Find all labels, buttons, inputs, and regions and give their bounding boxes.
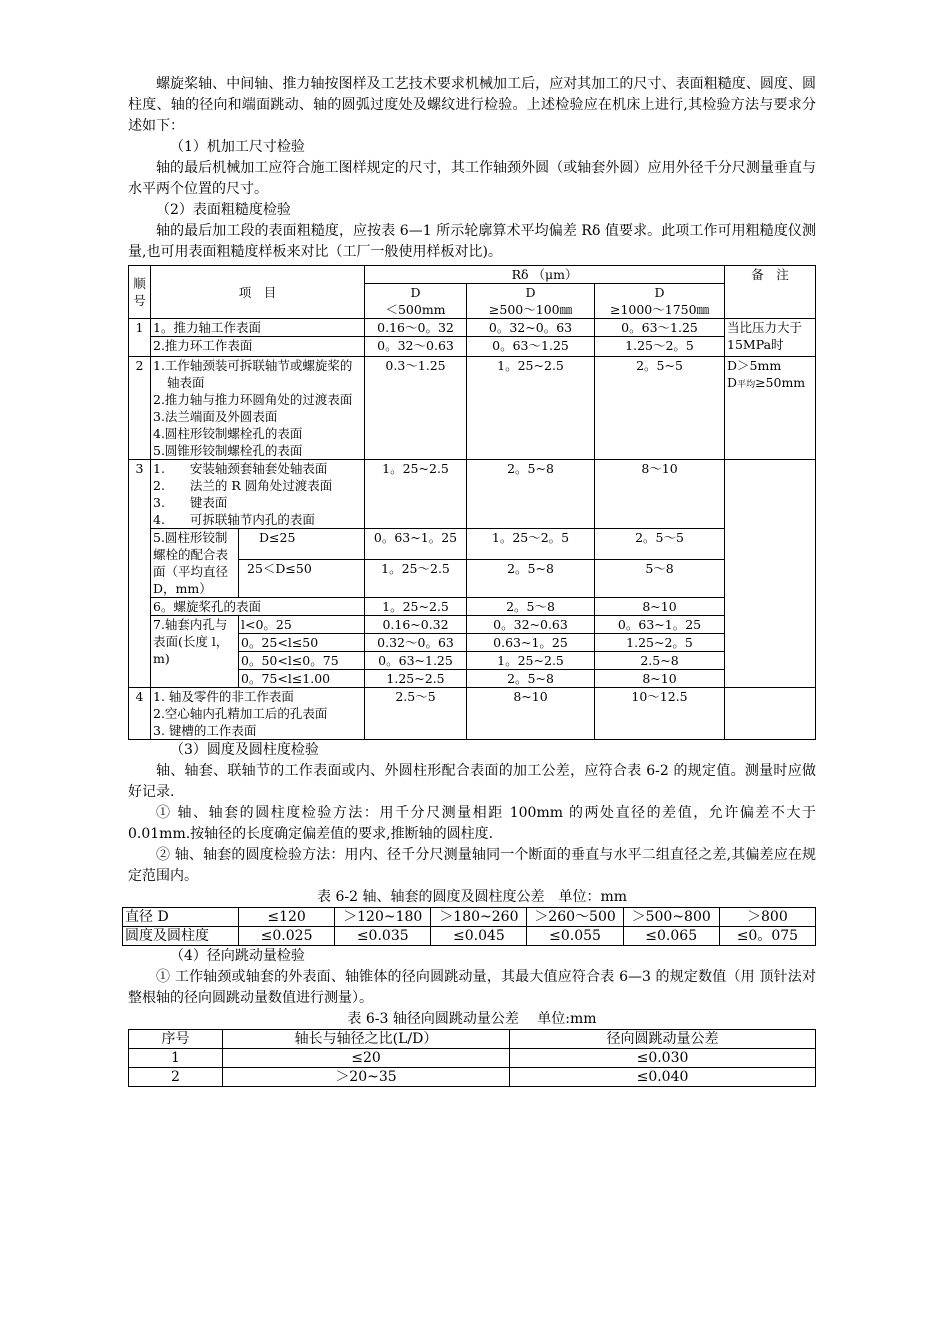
value-cell: 0。32~0.63: [467, 616, 595, 634]
header-d3: D ≥1000～1750㎜: [595, 284, 725, 319]
value-cell: 1.25~2。5: [595, 634, 725, 652]
header-item: 项 目: [151, 266, 365, 319]
value-cell: 1。25~2.5: [365, 598, 467, 616]
ratio-cell: ＞20~35: [223, 1068, 510, 1087]
value-cell: 0。63~1。25: [595, 616, 725, 634]
item-cell: 1。推力轴工作表面: [151, 319, 365, 337]
value-cell: 10～12.5: [595, 688, 725, 740]
header-cell: ≤120: [239, 908, 335, 927]
item-cell: 2.推力环工作表面: [151, 337, 365, 357]
cond-cell: l<0。25: [239, 616, 365, 634]
value-cell: 0.32～0。63: [365, 634, 467, 652]
header-cell: ＞500~800: [623, 908, 719, 927]
cond-cell: 0。50<l≤0。75: [239, 652, 365, 670]
section3-method1: ① 轴、轴套的圆柱度检验方法：用千分尺测量相距 100mm 的两处直径的差值，允许偏差不大于 0.01mm.按轴径的长度确定偏差值的要求,推断轴的圆柱度.: [128, 805, 816, 842]
section2-text: 轴的最后加工段的表面粗糙度，应按表 6—1 所示轮廓算术平均偏差 Rδ 值要求。此项工作可用粗糙度仪测量,也可用表面粗糙度样板来对比（工厂一般使用样板对比)。: [128, 223, 816, 260]
section1-text: 轴的最后机械加工应符合施工图样规定的尺寸，其工作轴颈外圆（或轴套外圆）应用外径千分尺测量垂直与水平两个位置的尺寸。: [128, 160, 816, 197]
value-cell: ≤0.065: [623, 927, 719, 946]
row-no: 3: [129, 460, 151, 688]
header-ra: Rδ （μm）: [365, 266, 725, 284]
section2-title: （2）表面粗糙度检验: [156, 202, 291, 218]
section4-title: （4）径向跳动量检验: [170, 948, 305, 964]
header-note: 备 注: [725, 266, 816, 319]
note-cell: [725, 688, 816, 740]
header-cell: ＞120~180: [335, 908, 431, 927]
tol-cell: ≤0.030: [510, 1049, 816, 1068]
value-cell: 2.5~8: [595, 652, 725, 670]
cond-cell: D≤25: [239, 529, 365, 560]
list-item: 1.工作轴颈装可拆联轴节或螺旋桨的轴表面: [153, 358, 353, 390]
row-header: 直径 D: [123, 908, 239, 927]
header-cell: 轴长与轴径之比(L/D）: [223, 1030, 510, 1049]
value-cell: 8~10: [595, 598, 725, 616]
section4-text: ① 工作轴颈或轴套的外表面、轴锥体的径向圆跳动量，其最大值应符合表 6—3 的规定数值（用 顶针法对整根轴的径向圆跳动量数值进行测量）。: [128, 969, 816, 1006]
value-cell: 1。25～2.5: [365, 560, 467, 598]
table-row: [129, 1049, 816, 1068]
value-cell: 0.16～0。32: [365, 319, 467, 337]
note-cell: [725, 460, 816, 688]
header-cell: ＞180~260: [431, 908, 527, 927]
value-cell: 5～8: [595, 560, 725, 598]
list-item: 3.法兰端面及外圆表面: [153, 409, 278, 424]
list-item: 4.圆柱形铰制螺栓孔的表面: [153, 426, 303, 441]
value-cell: 0。63～1.25: [595, 319, 725, 337]
list-item: 5.圆锥形铰制螺栓孔的表面: [153, 443, 303, 458]
row-no: 4: [129, 688, 151, 740]
value-cell: 2。5～5: [595, 529, 725, 560]
value-cell: ≤0.025: [239, 927, 335, 946]
row-header: 圆度及圆柱度: [123, 927, 239, 946]
value-cell: ≤0.035: [335, 927, 431, 946]
value-cell: ≤0.055: [527, 927, 623, 946]
value-cell: ≤0.045: [431, 927, 527, 946]
value-cell: 2。5~8: [467, 460, 595, 529]
value-cell: 0.63~1。25: [467, 634, 595, 652]
value-cell: 1.25～2。5: [595, 337, 725, 357]
list-item: 1. 轴及零件的非工作表面: [153, 689, 294, 704]
runout-table: [128, 1029, 816, 1087]
header-no: 顺号: [129, 266, 151, 319]
value-cell: 2。5~8: [467, 670, 595, 688]
section3-text: 轴、轴套、联轴节的工作表面或内、外圆柱形配合表面的加工公差，应符合表 6-2 的规定值。测量时应做好记录.: [128, 763, 816, 800]
header-d1: D ＜500mm: [365, 284, 467, 319]
value-cell: 0。32～0.63: [365, 337, 467, 357]
value-cell: 0.3～1.25: [365, 357, 467, 460]
ratio-cell: ≤20: [223, 1049, 510, 1068]
value-cell: 2。5~5: [595, 357, 725, 460]
cond-cell: 0。75<l≤1.00: [239, 670, 365, 688]
cond-cell: 0。25<l≤50: [239, 634, 365, 652]
header-d2: D ≥500～100㎜: [467, 284, 595, 319]
list-item: 3. 键表面: [153, 495, 228, 510]
header-cell: 径向圆跳动量公差: [510, 1030, 816, 1049]
value-cell: 0.16~0.32: [365, 616, 467, 634]
value-cell: 2。5~8: [467, 560, 595, 598]
list-item: 4. 可拆联轴节内孔的表面: [153, 512, 315, 527]
table3-caption: 表 6-3 轴径向圆跳动量公差 单位:mm: [347, 1011, 597, 1027]
row-no: 2: [129, 357, 151, 460]
note-cell: 当比压力大于15MPa时: [725, 319, 816, 357]
value-cell: 1。25~2.5: [365, 460, 467, 529]
section3-method2: ② 轴、轴套的圆度检验方法：用内、径千分尺测量轴同一个断面的垂直与水平二组直径之差,其偏差应在规定范围内。: [128, 847, 816, 884]
value-cell: 0。63～1.25: [467, 337, 595, 357]
list-item: 3. 键槽的工作表面: [153, 723, 257, 738]
value-cell: 8~10: [595, 670, 725, 688]
list-item: 2.空心轴内孔精加工后的孔表面: [153, 706, 328, 721]
value-cell: 8~10: [467, 688, 595, 740]
no-cell: 1: [129, 1049, 223, 1068]
header-cell: ＞800: [719, 908, 815, 927]
value-cell: 2.5～5: [365, 688, 467, 740]
value-cell: 2。5～8: [467, 598, 595, 616]
value-cell: 1。25～2。5: [467, 529, 595, 560]
section3-title: （3）圆度及圆柱度检验: [170, 742, 319, 758]
intro-paragraph: 螺旋桨轴、中间轴、推力轴按图样及工艺技术要求机械加工后，应对其加工的尺寸、表面粗糙度、圆度、圆柱度、轴的径向和端面跳动、轴的圆弧过度处及螺纹进行检验。上述检验应在机床上进行,其检验方法与要求分述如下：: [128, 76, 816, 134]
list-item: 1. 安装轴颈套轴套处轴表面: [153, 461, 328, 476]
value-cell: 0。32~0。63: [467, 319, 595, 337]
cond-cell: 25＜D≤50: [239, 560, 365, 598]
tol-cell: ≤0.040: [510, 1068, 816, 1087]
item-list: [151, 357, 365, 460]
item-cell: 5.圆柱形铰制螺栓的配合表面（平均直径 D，mm）: [151, 529, 239, 598]
roundness-table: [122, 907, 816, 946]
note-cell: D＞5mm D平均≥50mm: [725, 357, 816, 460]
value-cell: 1。25~2.5: [467, 652, 595, 670]
list-item: 2. 法兰的 R 圆角处过渡表面: [153, 478, 333, 493]
document-page: [125, 74, 816, 1087]
table2-caption: 表 6-2 轴、轴套的圆度及圆柱度公差 单位：mm: [317, 889, 627, 905]
table-row: [129, 1068, 816, 1087]
item-list: [151, 688, 365, 740]
header-cell: ＞260～500: [527, 908, 623, 927]
value-cell: 1。25~2.5: [467, 357, 595, 460]
item-cell: 7.轴套内孔与表面(长度 l，m): [151, 616, 239, 688]
value-cell: 8～10: [595, 460, 725, 529]
list-item: 2.推力轴与推力环圆角处的过渡表面: [153, 392, 353, 407]
roughness-table: [128, 265, 816, 740]
value-cell: ≤0。075: [719, 927, 815, 946]
value-cell: 1.25~2.5: [365, 670, 467, 688]
item-cell: 6。螺旋桨孔的表面: [151, 598, 365, 616]
item-list: [151, 460, 365, 529]
no-cell: 2: [129, 1068, 223, 1087]
header-cell: 序号: [129, 1030, 223, 1049]
value-cell: 0。63~1.25: [365, 652, 467, 670]
value-cell: 0。63~1。25: [365, 529, 467, 560]
row-no: 1: [129, 319, 151, 357]
section1-title: （1）机加工尺寸检验: [170, 139, 305, 155]
